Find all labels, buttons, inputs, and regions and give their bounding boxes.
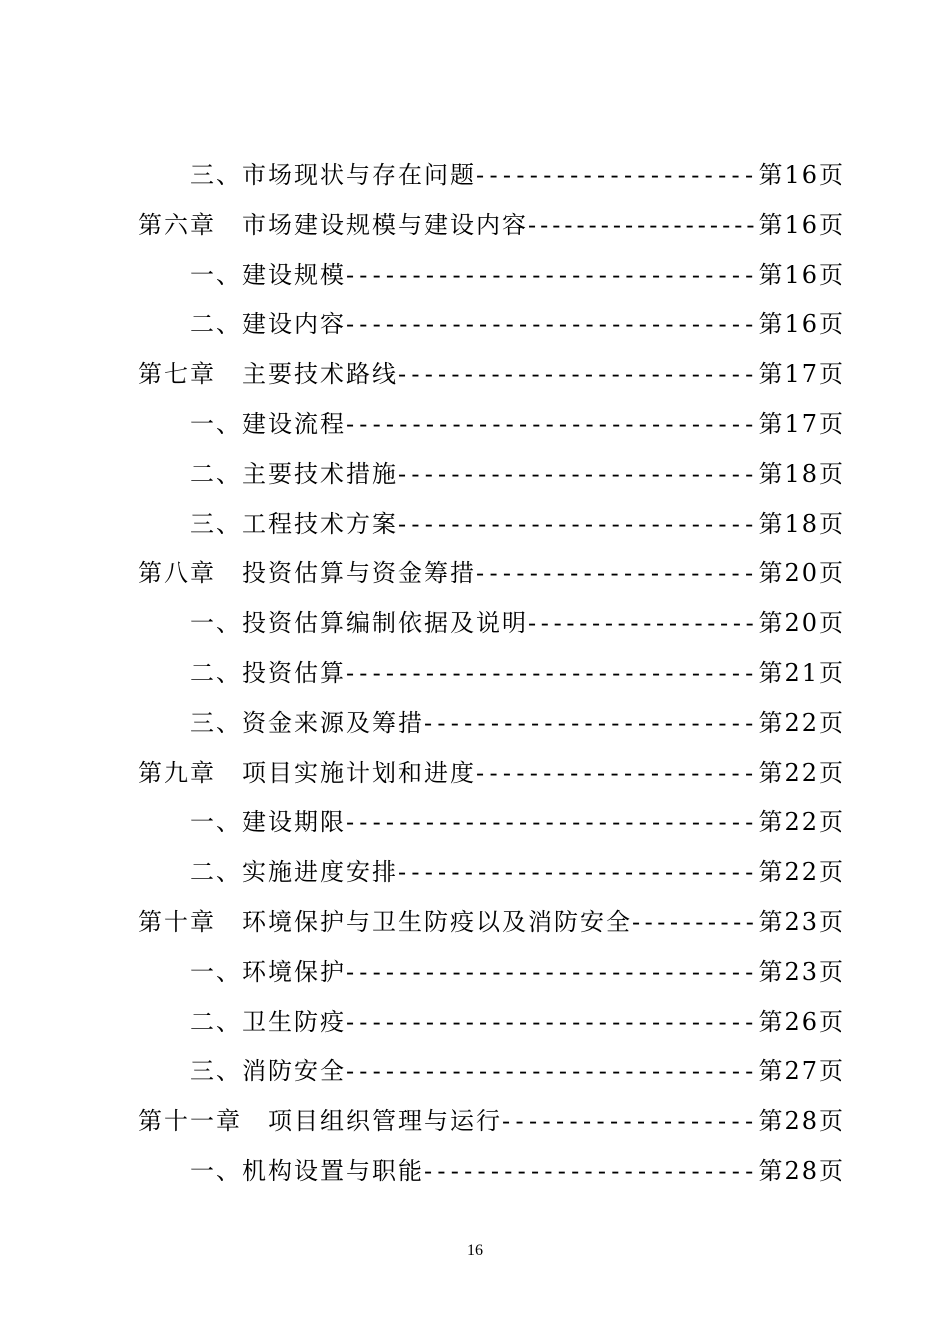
toc-leader-dashes: --------------------- bbox=[476, 559, 759, 587]
toc-chapter-number: 第十章 bbox=[138, 908, 216, 936]
toc-page-ref: 第22页 bbox=[758, 759, 845, 787]
toc-chapter-entry bbox=[138, 200, 845, 250]
toc-leader-dashes: ------------------------------- bbox=[346, 310, 759, 338]
toc-leader-dashes: ------------------------------- bbox=[346, 1057, 759, 1085]
toc-entry-title: 投资估算与资金筹措 bbox=[242, 559, 476, 587]
toc-chapter-number: 第七章 bbox=[138, 360, 216, 388]
toc-leader-dashes: --------------------- bbox=[476, 759, 759, 787]
toc-chapter-entry bbox=[138, 897, 845, 947]
toc-entry-title: 一、建设流程 bbox=[190, 410, 346, 438]
toc-section-entry bbox=[190, 499, 845, 549]
toc-entry-title: 一、机构设置与职能 bbox=[190, 1157, 424, 1185]
toc-section-entry bbox=[190, 399, 845, 449]
toc-entry-title: 项目组织管理与运行 bbox=[268, 1107, 502, 1135]
toc-entry-title: 三、消防安全 bbox=[190, 1057, 346, 1085]
toc-leader-dashes: ------------------------------- bbox=[346, 659, 759, 687]
toc-page-ref: 第20页 bbox=[758, 559, 845, 587]
toc-leader-dashes: ------------------------------- bbox=[346, 958, 759, 986]
toc-leader-dashes: ------------------------- bbox=[424, 1157, 759, 1185]
toc-chapter-number: 第六章 bbox=[138, 211, 216, 239]
toc-section-entry bbox=[190, 1146, 845, 1196]
toc-page-ref: 第28页 bbox=[758, 1107, 845, 1135]
toc-leader-dashes: ------------------------- bbox=[424, 709, 759, 737]
toc-page-ref: 第16页 bbox=[758, 261, 845, 289]
toc-page-ref: 第18页 bbox=[758, 510, 845, 538]
toc-entry-title: 一、建设规模 bbox=[190, 261, 346, 289]
toc-entry-title: 项目实施计划和进度 bbox=[242, 759, 476, 787]
toc-page-ref: 第22页 bbox=[758, 709, 845, 737]
toc-leader-dashes: ------------------- bbox=[502, 1107, 759, 1135]
toc-entry-title: 主要技术路线 bbox=[242, 360, 398, 388]
toc-page-ref: 第17页 bbox=[758, 410, 845, 438]
toc-leader-dashes: ---------- bbox=[632, 908, 759, 936]
toc-section-entry bbox=[190, 598, 845, 648]
toc-entry-title: 三、资金来源及筹措 bbox=[190, 709, 424, 737]
toc-chapter-number: 第八章 bbox=[138, 559, 216, 587]
toc-chapter-entry bbox=[138, 1096, 845, 1146]
toc-entry-title: 三、市场现状与存在问题 bbox=[190, 161, 476, 189]
toc-section-entry bbox=[190, 299, 845, 349]
toc-entry-title: 二、投资估算 bbox=[190, 659, 346, 687]
toc-entry-title: 一、环境保护 bbox=[190, 958, 346, 986]
toc-entry-title: 二、实施进度安排 bbox=[190, 858, 398, 886]
toc-entry-title: 三、工程技术方案 bbox=[190, 510, 398, 538]
toc-page-ref: 第23页 bbox=[758, 908, 845, 936]
toc-entry-title: 二、主要技术措施 bbox=[190, 460, 398, 488]
toc-page-ref: 第18页 bbox=[758, 460, 845, 488]
toc-section-entry bbox=[190, 997, 845, 1047]
toc-section-entry bbox=[190, 847, 845, 897]
toc-chapter-entry bbox=[138, 349, 845, 399]
toc-page-ref: 第16页 bbox=[758, 310, 845, 338]
toc-leader-dashes: ------------------ bbox=[528, 609, 759, 637]
toc-entry-title: 一、投资估算编制依据及说明 bbox=[190, 609, 528, 637]
toc-section-entry bbox=[190, 648, 845, 698]
toc-page-ref: 第16页 bbox=[758, 161, 845, 189]
toc-page-ref: 第26页 bbox=[758, 1008, 845, 1036]
toc-entry-title: 市场建设规模与建设内容 bbox=[242, 211, 528, 239]
toc-section-entry bbox=[190, 250, 845, 300]
toc-leader-dashes: --------------------- bbox=[476, 161, 759, 189]
toc-chapter-entry bbox=[138, 748, 845, 798]
toc-page-ref: 第17页 bbox=[758, 360, 845, 388]
toc-page-ref: 第23页 bbox=[758, 958, 845, 986]
toc-page-ref: 第27页 bbox=[758, 1057, 845, 1085]
toc-page-ref: 第22页 bbox=[758, 808, 845, 836]
toc-leader-dashes: --------------------------- bbox=[398, 460, 759, 488]
page-number: 16 bbox=[467, 1242, 483, 1259]
toc-chapter-number: 第九章 bbox=[138, 759, 216, 787]
toc-leader-dashes: --------------------------- bbox=[398, 858, 759, 886]
toc-page-ref: 第21页 bbox=[758, 659, 845, 687]
toc-section-entry bbox=[190, 1046, 845, 1096]
toc-leader-dashes: ------------------- bbox=[528, 211, 759, 239]
toc-page-ref: 第16页 bbox=[758, 211, 845, 239]
toc-leader-dashes: --------------------------- bbox=[398, 510, 759, 538]
toc-page-ref: 第22页 bbox=[758, 858, 845, 886]
toc-leader-dashes: --------------------------- bbox=[398, 360, 759, 388]
toc-section-entry bbox=[190, 150, 845, 200]
toc-leader-dashes: ------------------------------- bbox=[346, 410, 759, 438]
toc-section-entry bbox=[190, 698, 845, 748]
toc-chapter-entry bbox=[138, 548, 845, 598]
toc-section-entry bbox=[190, 797, 845, 847]
toc-leader-dashes: ------------------------------- bbox=[346, 261, 759, 289]
toc-leader-dashes: ------------------------------- bbox=[346, 1008, 759, 1036]
toc-chapter-number: 第十一章 bbox=[138, 1107, 242, 1135]
toc-entry-title: 一、建设期限 bbox=[190, 808, 346, 836]
toc-entry-title: 二、卫生防疫 bbox=[190, 1008, 346, 1036]
toc-page-ref: 第28页 bbox=[758, 1157, 845, 1185]
toc-section-entry bbox=[190, 947, 845, 997]
toc-page-ref: 第20页 bbox=[758, 609, 845, 637]
toc-entry-title: 环境保护与卫生防疫以及消防安全 bbox=[242, 908, 632, 936]
toc-leader-dashes: ------------------------------- bbox=[346, 808, 759, 836]
toc-section-entry bbox=[190, 449, 845, 499]
toc-entry-title: 二、建设内容 bbox=[190, 310, 346, 338]
